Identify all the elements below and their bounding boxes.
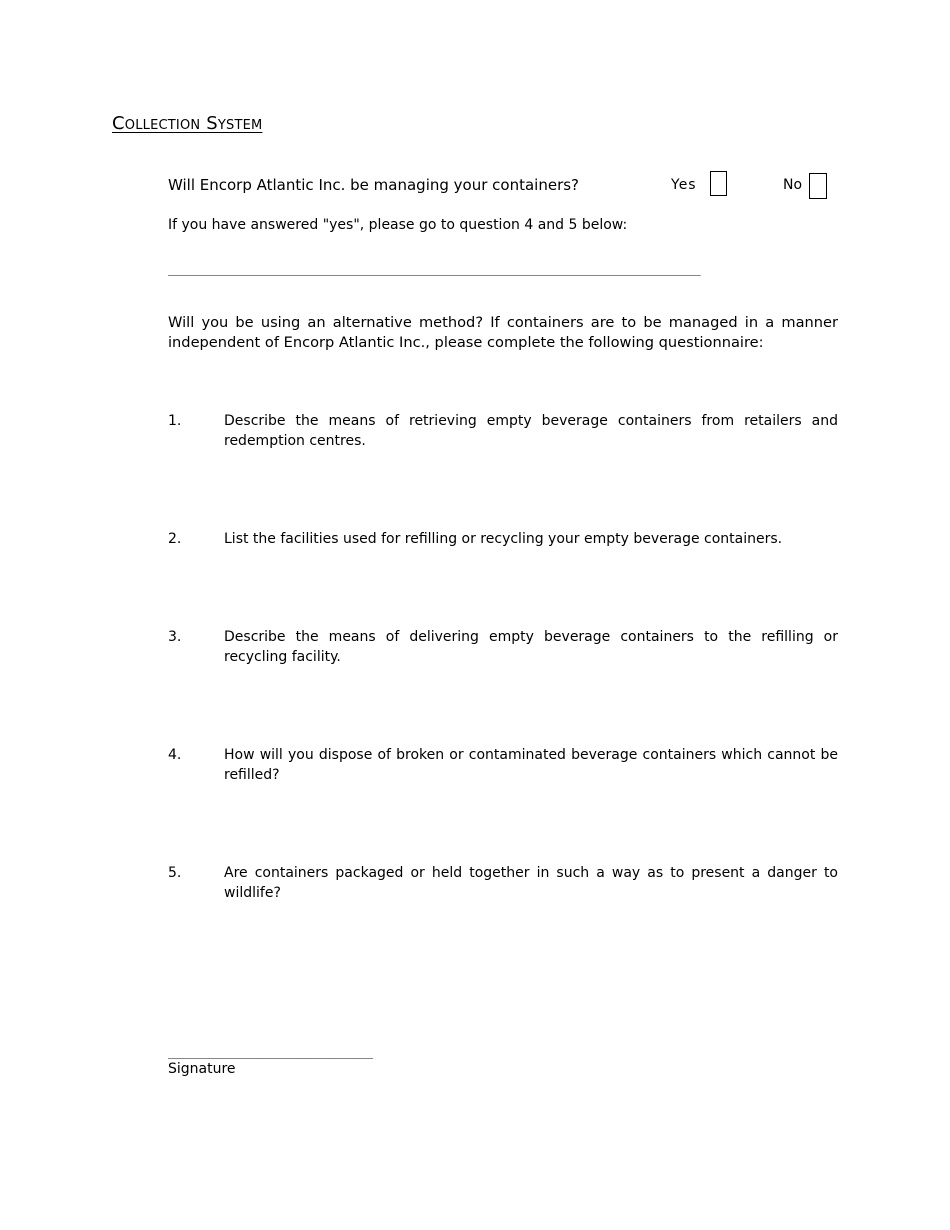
signature-line[interactable]: ______________________________ xyxy=(168,1045,373,1059)
question-number: 3. xyxy=(168,629,182,645)
question-number: 1. xyxy=(168,413,182,429)
question-number: 5. xyxy=(168,865,182,881)
no-label: No xyxy=(783,177,803,193)
yes-label: Yes xyxy=(671,177,697,193)
question-number: 2. xyxy=(168,531,182,547)
yes-checkbox[interactable] xyxy=(710,171,727,196)
question-text: Are containers packaged or held together in such a way as to present a danger to wildlife? xyxy=(224,865,838,901)
question-number: 4. xyxy=(168,747,182,763)
question-text: How will you dispose of broken or contaminated beverage containers which cannot be refilled? xyxy=(224,747,838,783)
management-question: Will Encorp Atlantic Inc. be managing your containers? xyxy=(168,176,580,194)
question-text: List the facilities used for refilling or recycling your empty beverage containers. xyxy=(224,531,783,547)
answer-line[interactable]: ______________________________________________________________________________ xyxy=(168,262,701,276)
question-text: Describe the means of delivering empty beverage containers to the refilling or recycling facility. xyxy=(224,629,838,665)
question-text: Describe the means of retrieving empty beverage containers from retailers and redemption centres. xyxy=(224,413,838,449)
section-heading: Collection System xyxy=(112,113,263,134)
no-checkbox[interactable] xyxy=(809,173,827,199)
yes-instruction: If you have answered "yes", please go to question 4 and 5 below: xyxy=(168,217,628,233)
signature-label: Signature xyxy=(168,1061,236,1077)
alternative-method-paragraph: Will you be using an alternative method? If containers are to be managed in a manner independent of Encorp Atlantic Inc., please complete the following questionnaire: xyxy=(168,314,838,351)
